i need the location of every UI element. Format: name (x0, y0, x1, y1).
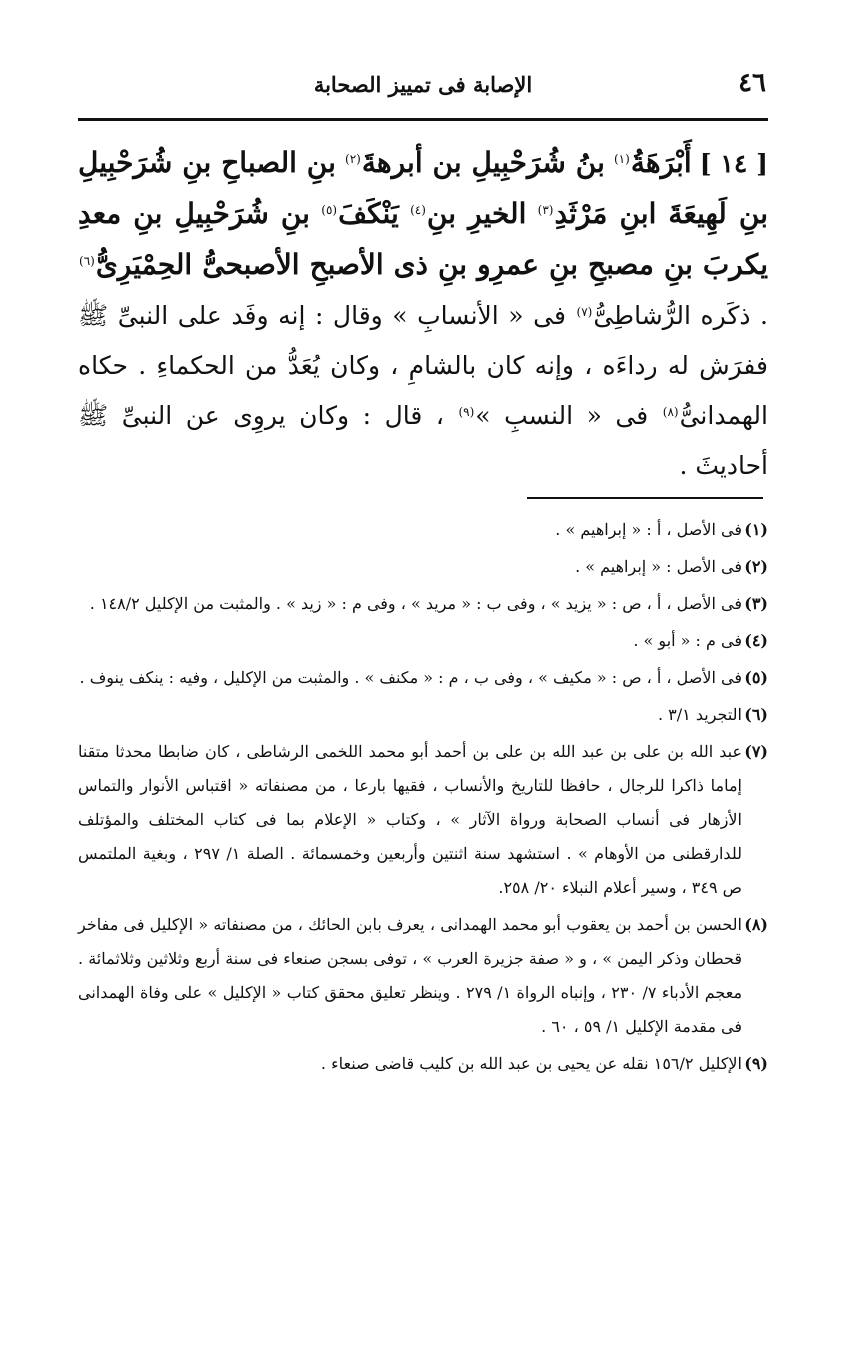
entry-number: [ ١٤ ] (699, 149, 768, 178)
footnote-mark: (١) (744, 520, 768, 539)
footnote-text: فى الأصل ، أ : « إبراهيم » . (555, 520, 742, 539)
footnote-ref: (٢) (345, 152, 361, 166)
footnote-text: عبد الله بن على بن عبد الله بن على بن أحمد أبو محمد اللخمى الرشاطى ، كان ضابطا محدثا متقنا إماما ذاكرا للرجال ، حافظا للتاريخ والأنساب ، فقيها بارعا ، من مصنفاته « اقتباس الأنوار والتماس الأزهار فى أنساب الصحابة ورواة الآثار » ، وكتاب « الإعلام بما فى كتاب المختلف والمؤتلف للدارقطنى من الأوهام » . استشهد سنة اثنتين وأربعين وخمسمائة . الصلة ١/ ٢٩٧ ، وبغية الملتمس ص ٣٤٩ ، وسير أعلام النبلاء ٢٠/ ٢٥٨. (78, 742, 742, 897)
entry-text: الخيرِ بنِ (426, 197, 527, 230)
footnote-mark: (٣) (744, 594, 768, 613)
footnote-mark: (٦) (744, 705, 768, 724)
footnote-ref: (٣) (537, 203, 554, 217)
book-title: الإصابة فى تمييز الصحابة (313, 72, 533, 97)
footnote (78, 698, 768, 732)
entry-text: يَنْكَفَ (338, 197, 399, 230)
footnote-mark: (٢) (744, 557, 768, 576)
footnote (78, 513, 768, 547)
entry-text: ، قال : وكان يروِى عن النبىِّ ﷺ أحاديثَ . (78, 401, 768, 480)
footnote-ref: (٧) (576, 305, 593, 319)
footnote (78, 661, 768, 695)
footnote-ref: (١) (613, 152, 630, 166)
entry-text: . ذكَره الرُّشاطِىُّ (593, 301, 768, 330)
footnote-mark: (٥) (744, 668, 768, 687)
entry-text: بنِ الصباحِ بنِ شُرَحْبِيلِ بنِ لَهِيعَةَ ابنِ مَرْثَدِ (78, 146, 769, 230)
footnote-mark: (٤) (744, 631, 768, 650)
footnote-mark: (٨) (744, 915, 768, 934)
footnote-text: فى م : « أبو » . (633, 631, 742, 650)
entry-text: فى « الأنسابِ » وقال : إنه وفَد على النبىِّ ﷺ ففرَش له رداءَه ، وإنه كان بالشامِ ، وكان يُعَدُّ من الحكماءِ . حكاه الهمدانىُّ (78, 301, 768, 430)
footnote-text: الإكليل ١٥٦/٢ نقله عن يحيى بن عبد الله بن كليب قاضى صنعاء . (320, 1054, 742, 1073)
footnote-ref: (٤) (410, 203, 426, 217)
entry-text: بنُ شُرَحْبِيلِ بن أبرهةَ (361, 146, 605, 179)
footnote-text: التجريد ٣/١ . (658, 705, 742, 724)
biography-entry (78, 138, 768, 491)
footnote-ref: (٩) (458, 405, 475, 419)
footnote (78, 624, 768, 658)
entry-name: أَبْرَهَةُ (630, 146, 692, 179)
footnote (78, 1047, 768, 1081)
footnote (78, 550, 768, 584)
footnote (78, 587, 768, 621)
footnote-text: فى الأصل ، أ ، ص : « يزيد » ، وفى ب : « مريد » ، وفى م : « زيد » . والمثبت من الإكليل ١٤٨/٢ . (89, 594, 742, 613)
footnote (78, 735, 768, 905)
footnote (78, 908, 768, 1044)
footnote-mark: (٩) (744, 1054, 768, 1073)
footnote-separator (527, 497, 763, 499)
footnote-ref: (٨) (662, 405, 679, 419)
entry-text: بنِ شُرَحْبِيلِ بنِ معدِ يكربَ بنِ مصبحِ بنِ عمرِو بنِ ذى الأصبحِ الأصبحىُّ الحِمْيَرِىُّ (78, 197, 768, 281)
footnote-ref: (٥) (321, 203, 338, 217)
footnote-ref: (٦) (79, 254, 95, 268)
entry-text: فى « النسبِ » (475, 401, 649, 430)
running-header (78, 64, 768, 104)
footnote-mark: (٧) (744, 742, 768, 761)
footnote-text: فى الأصل ، أ ، ص : « مكيف » ، وفى ب ، م : « مكنف » . والمثبت من الإكليل ، وفيه : ينكف ينوف . (79, 668, 742, 687)
page-number: ٤٦ (738, 68, 766, 98)
header-rule (78, 118, 768, 121)
footnote-text: فى الأصل : « إبراهيم » . (575, 557, 742, 576)
footnote-text: الحسن بن أحمد بن يعقوب أبو محمد الهمدانى ، يعرف بابن الحائك ، من مصنفاته « الإكليل فى مفاخر قحطان وذكر اليمن » ، و « صفة جزيرة العرب » ، توفى بسجن صنعاء فى سنة أربع وثلاثين وثلاثمائة . معجم الأدباء ٧/ ٢٣٠ ، وإنباه الرواة ١/ ٢٧٩ . وينظر تعليق محقق كتاب « الإكليل » على وفاة الهمدانى فى مقدمة الإكليل ١/ ٥٩ ، ٦٠ . (78, 915, 743, 1036)
footnotes (78, 513, 768, 1084)
